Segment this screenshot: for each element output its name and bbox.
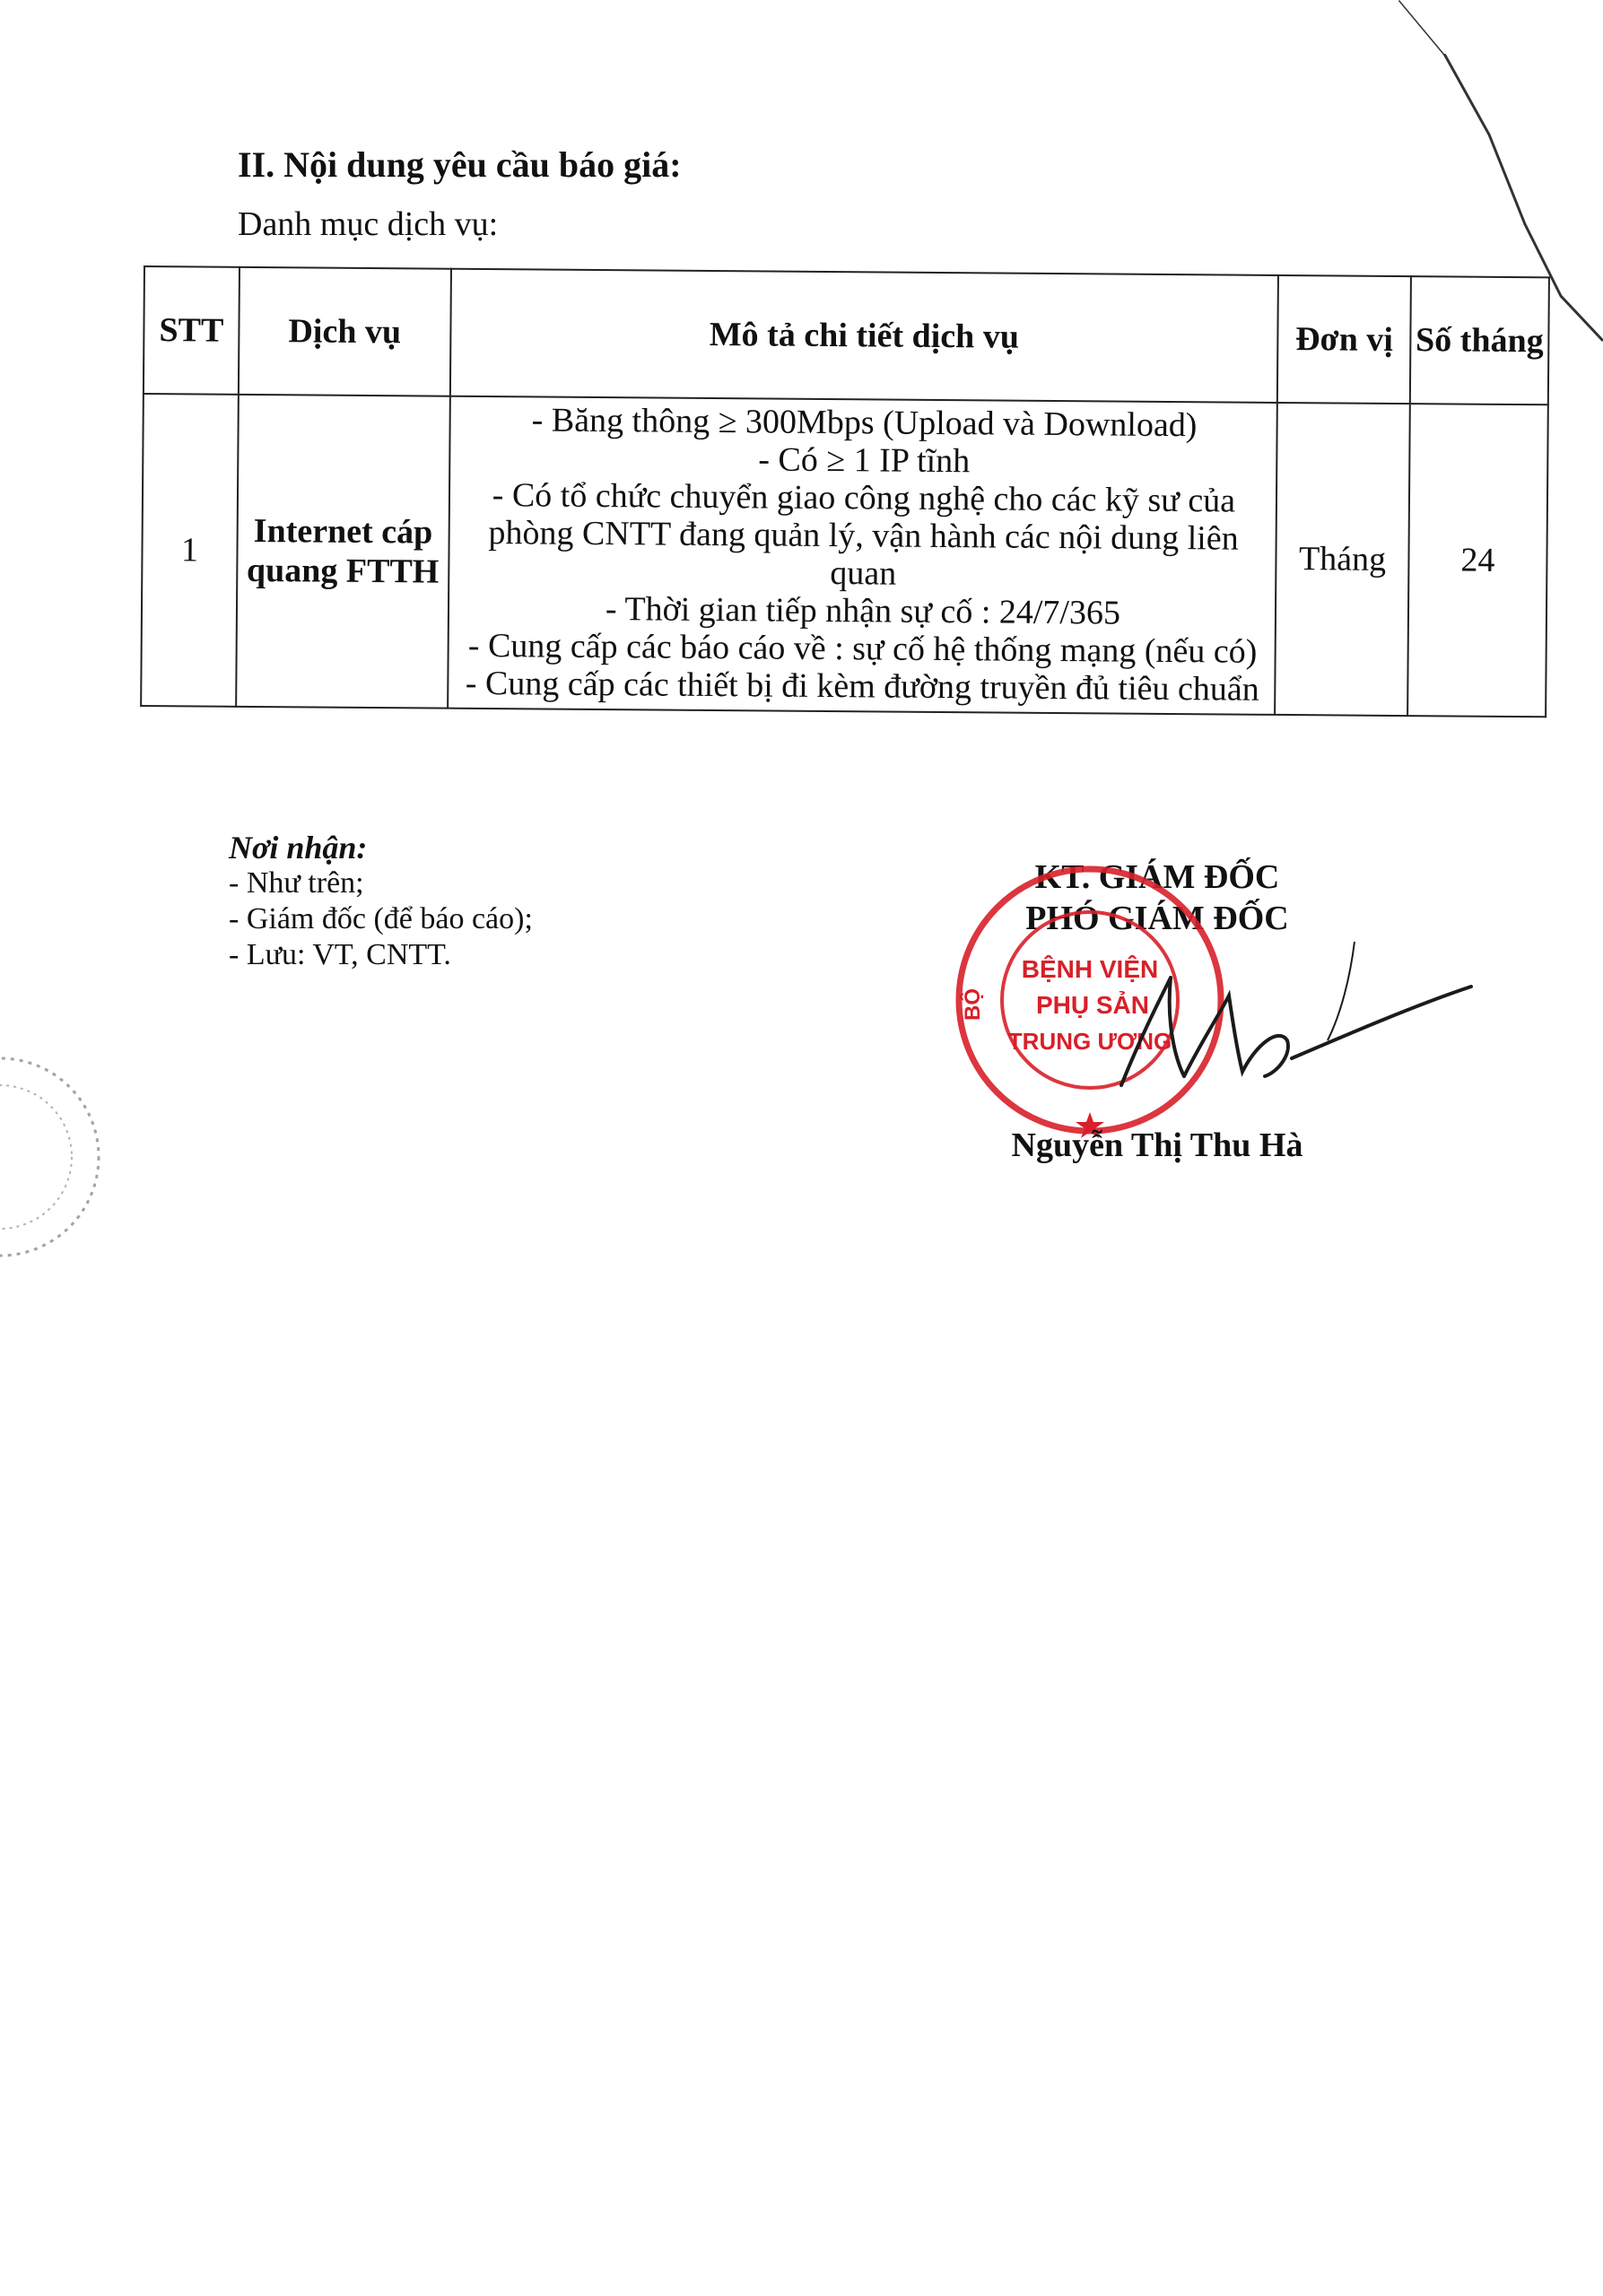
row-stt: 1 xyxy=(141,394,239,707)
header-unit: Đơn vị xyxy=(1277,275,1411,404)
signature-line-2: PHÓ GIÁM ĐỐC xyxy=(1025,900,1289,937)
recipient-item: - Như trên; xyxy=(229,866,364,900)
svg-text:TRUNG ƯƠNG: TRUNG ƯƠNG xyxy=(1007,1028,1172,1055)
description-line: - Cung cấp các thiết bị đi kèm đường truyền đủ tiêu chuẩn xyxy=(465,664,1259,709)
handwritten-signature xyxy=(1085,942,1480,1112)
recipients-heading: Nơi nhận: xyxy=(229,830,368,865)
description-line: - Thời gian tiếp nhận sự cố : 24/7/365 xyxy=(605,590,1121,632)
recipients-block xyxy=(229,830,533,973)
recipient-item: - Lưu: VT, CNTT. xyxy=(229,938,451,971)
row-description xyxy=(448,396,1277,715)
svg-text:PHỤ SẢN: PHỤ SẢN xyxy=(1035,991,1150,1019)
description-line: - Cung cấp các báo cáo về : sự cố hệ thống mạng (nếu có) xyxy=(467,626,1258,671)
recipient-item: - Giám đốc (để báo cáo); xyxy=(229,902,533,935)
service-table xyxy=(140,265,1550,718)
svg-text:BỘ: BỘ xyxy=(961,988,985,1021)
signature-line-1: KT. GIÁM ĐỐC xyxy=(1034,858,1280,896)
description-line: - Có ≥ 1 IP tĩnh xyxy=(758,440,971,481)
partial-stamp-mark xyxy=(0,1040,152,1274)
table-row xyxy=(141,394,1548,717)
header-months: Số tháng xyxy=(1410,276,1549,404)
table-header-row xyxy=(144,266,1549,404)
signer-name: Nguyễn Thị Thu Hà xyxy=(1011,1126,1303,1164)
header-description: Mô tả chi tiết dịch vụ xyxy=(450,269,1279,403)
description-line: - Băng thông ≥ 300Mbps (Upload và Download) xyxy=(531,401,1198,445)
svg-text:BỆNH VIỆN: BỆNH VIỆN xyxy=(1021,955,1159,983)
row-service: Internet cáp quang FTTH xyxy=(236,395,450,709)
header-stt: STT xyxy=(144,266,240,395)
header-service: Dịch vụ xyxy=(239,267,451,396)
section-title: II. Nội dung yêu cầu báo giá: xyxy=(238,144,682,185)
section-subtitle: Danh mục dịch vụ: xyxy=(238,205,499,243)
row-months: 24 xyxy=(1407,404,1548,717)
description-line: - Có tổ chức chuyển giao công nghệ cho các kỹ sư của phòng CNTT đang quản lý, vận hành các nội dung liên quan xyxy=(488,476,1239,593)
row-unit: Tháng xyxy=(1275,403,1410,716)
